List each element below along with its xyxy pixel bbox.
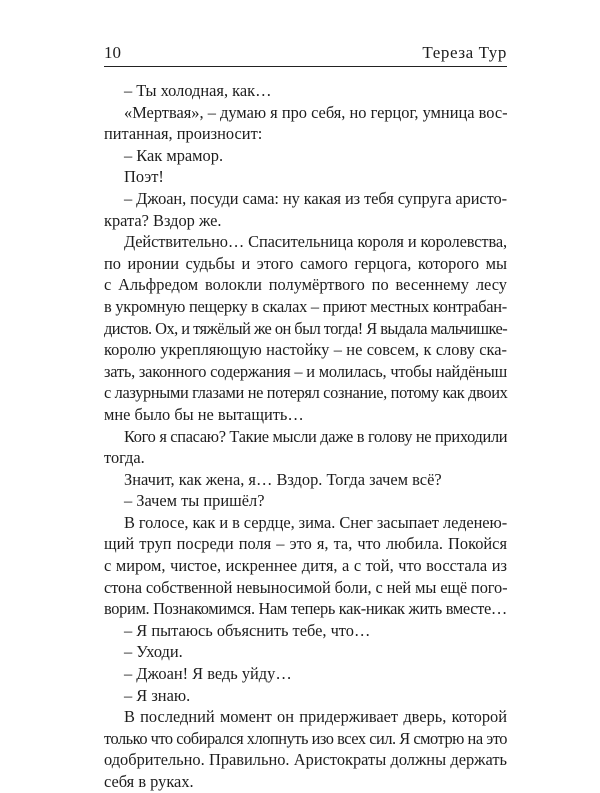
- text-line: тогда.: [104, 448, 145, 468]
- text-line: только что собирался хлопнуть изо всех сил. Я смотрю на это: [104, 728, 508, 748]
- text-line: – Я знаю.: [124, 685, 191, 705]
- text-line: щий труп посреди поля – это я, та, что любила. Покойся: [104, 534, 507, 554]
- text-line: «Мертвая», – думаю я про себя, но герцог, умница вос-: [124, 102, 508, 122]
- text-line: – Я пытаюсь объяснить тебе, что…: [124, 620, 371, 640]
- text-line: Кого я спасаю? Такие мысли даже в голову не приходили: [124, 426, 508, 446]
- text-line: – Зачем ты пришёл?: [124, 491, 265, 511]
- text-line: с миром, чистое, искреннее дитя, а с той, что восстала из: [104, 556, 507, 576]
- page-number: 10: [104, 43, 121, 62]
- text-line: себя в руках.: [104, 772, 194, 791]
- text-line: Значит, как жена, я… Вздор. Тогда зачем всё?: [124, 469, 442, 489]
- text-line: крата? Вздор же.: [104, 210, 222, 230]
- text-line: зать, законного содержания – и молилась, чтобы найдёныш: [104, 361, 507, 381]
- text-line: по иронии судьбы и этого самого герцога, которого мы: [104, 253, 507, 273]
- text-line: с лазурными глазами не потерял сознание, потому как двоих: [104, 383, 508, 403]
- text-line: – Как мрамор.: [124, 145, 224, 165]
- running-header: [104, 42, 507, 64]
- text-line: стона собственной невыносимой боли, с ней мы ещё пого-: [104, 577, 508, 597]
- text-line: в укромную пещерку в скалах – приют местных контрабан-: [104, 296, 507, 316]
- text-line: питанная, произносит:: [104, 124, 263, 144]
- text-line: ворим. Познакомимся. Нам теперь как-никак жить вместе…: [104, 599, 507, 619]
- text-line: мне было бы не вытащить…: [104, 404, 304, 424]
- text-line: – Джоан, посуди сама: ну какая из тебя супруга аристо-: [124, 188, 508, 208]
- text-line: – Джоан! Я ведь уйду…: [124, 664, 292, 684]
- text-line: В последний момент он придерживает дверь, которой: [124, 707, 507, 727]
- text-line: дистов. Ох, и тяжёлый же он был тогда! Я выдала мальчишке-: [104, 318, 508, 338]
- text-line: – Ты холодная, как…: [124, 81, 272, 100]
- running-title-author: Тереза Тур: [422, 43, 507, 62]
- text-line: В голосе, как и в сердце, зима. Снег засыпает леденею-: [124, 512, 508, 532]
- text-line: – Уходи.: [124, 642, 183, 662]
- text-body: [104, 80, 507, 793]
- text-line: королю укрепляющую настойку – не совсем, к слову ска-: [104, 340, 507, 360]
- text-line: одобрительно. Правильно. Аристократы должны держать: [104, 750, 507, 770]
- header-rule: [104, 66, 507, 67]
- text-line: с Альфредом волокли полумёртвого по весеннему лесу: [104, 275, 507, 295]
- text-line: Поэт!: [124, 167, 164, 187]
- text-line: Действительно… Спасительница короля и королевства,: [124, 232, 507, 252]
